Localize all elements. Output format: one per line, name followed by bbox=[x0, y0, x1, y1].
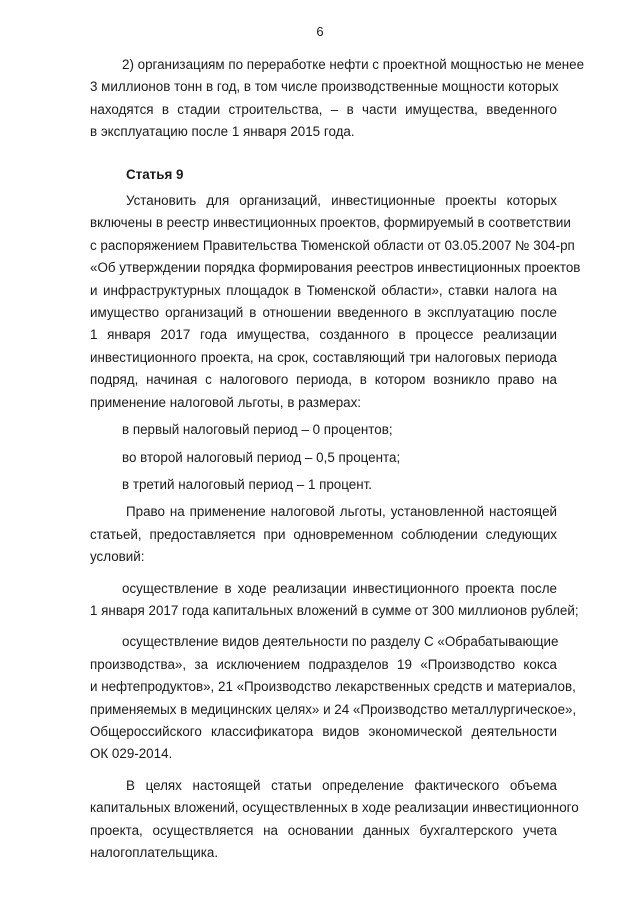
paragraph-definition bbox=[90, 775, 579, 865]
text-line: 3 миллионов тонн в год, в том числе производственные мощности которых bbox=[90, 79, 559, 95]
paragraph-condition-2 bbox=[90, 631, 577, 765]
text-line: Установить для организаций, инвестиционные проекты которых bbox=[126, 193, 557, 209]
text-line: с распоряжением Правительства Тюменской области от 03.05.2007 № 304-рп bbox=[90, 237, 575, 253]
text-line: инвестиционного проекта, на срок, составляющий три налоговых периода bbox=[90, 349, 557, 365]
page-number: 6 bbox=[316, 24, 324, 39]
paragraph-condition-1 bbox=[90, 578, 579, 623]
text-line: применение налоговой льготы, в размерах: bbox=[90, 394, 362, 410]
text-line: условий: bbox=[90, 549, 145, 565]
paragraph-rate-2 bbox=[90, 447, 557, 469]
text-line: 1 января 2017 года имущества, созданного в процессе реализации bbox=[90, 327, 557, 343]
text-line: налогоплательщика. bbox=[90, 845, 219, 860]
paragraph-item-2 bbox=[90, 54, 585, 144]
text-line: имущество организаций в отношении введенного в эксплуатацию после bbox=[90, 305, 557, 321]
article-heading: Статья 9 bbox=[126, 166, 184, 182]
text-line: «Об утверждении порядка формирования реестров инвестиционных проектов bbox=[90, 260, 581, 276]
text-line: В целях настоящей статьи определение фактического объема bbox=[126, 777, 557, 793]
text-line: Общероссийского классификатора видов экономической деятельности bbox=[90, 723, 557, 739]
paragraph-article-9-main bbox=[90, 190, 581, 414]
document-body bbox=[90, 54, 585, 864]
text-line: Право на применение налоговой льготы, установленной настоящей bbox=[126, 504, 557, 520]
text-line: 2) организациям по переработке нефти с проектной мощностью не менее bbox=[122, 57, 585, 72]
paragraph-rate-3 bbox=[90, 474, 557, 496]
paragraph-conditions-intro bbox=[90, 501, 557, 568]
text-line: ОК 029-2014. bbox=[90, 746, 173, 762]
text-line: осуществление в ходе реализации инвестиционного проекта после bbox=[122, 580, 557, 596]
paragraph-rate-1 bbox=[90, 419, 557, 441]
text-line: осуществление видов деятельности по разделу С «Обрабатывающие bbox=[122, 634, 559, 650]
text-line: в первый налоговый период – 0 процентов; bbox=[122, 422, 393, 438]
text-line: в третий налоговый период – 1 процент. bbox=[122, 476, 372, 492]
text-line: и инфраструктурных площадок в Тюменской области», ставки налога на bbox=[90, 282, 557, 298]
text-line: включены в реестр инвестиционных проектов, формируемый в соответствии bbox=[90, 215, 571, 231]
text-line: 1 января 2017 года капитальных вложений в сумме от 300 миллионов рублей; bbox=[90, 602, 579, 618]
text-line: в эксплуатацию после 1 января 2015 года. bbox=[90, 124, 355, 140]
text-line: проекта, осуществляется на основании данных бухгалтерского учета bbox=[90, 822, 557, 838]
text-line: и нефтепродуктов», 21 «Производство лекарственных средств и материалов, bbox=[90, 679, 576, 695]
text-line: производства», за исключением подразделов 19 «Производство кокса bbox=[90, 656, 557, 672]
text-line: во второй налоговый период – 0,5 процента; bbox=[122, 449, 401, 465]
text-line: подряд, начиная с налогового периода, в котором возникло право на bbox=[90, 372, 557, 388]
text-line: находятся в стадии строительства, – в части имущества, введенного bbox=[90, 101, 557, 117]
text-line: статьей, предоставляется при одновременном соблюдении следующих bbox=[90, 526, 557, 542]
text-line: применяемых в медицинских целях» и 24 «Производство металлургическое», bbox=[90, 701, 577, 717]
text-line: капитальных вложений, осуществленных в ходе реализации инвестиционного bbox=[90, 800, 579, 816]
